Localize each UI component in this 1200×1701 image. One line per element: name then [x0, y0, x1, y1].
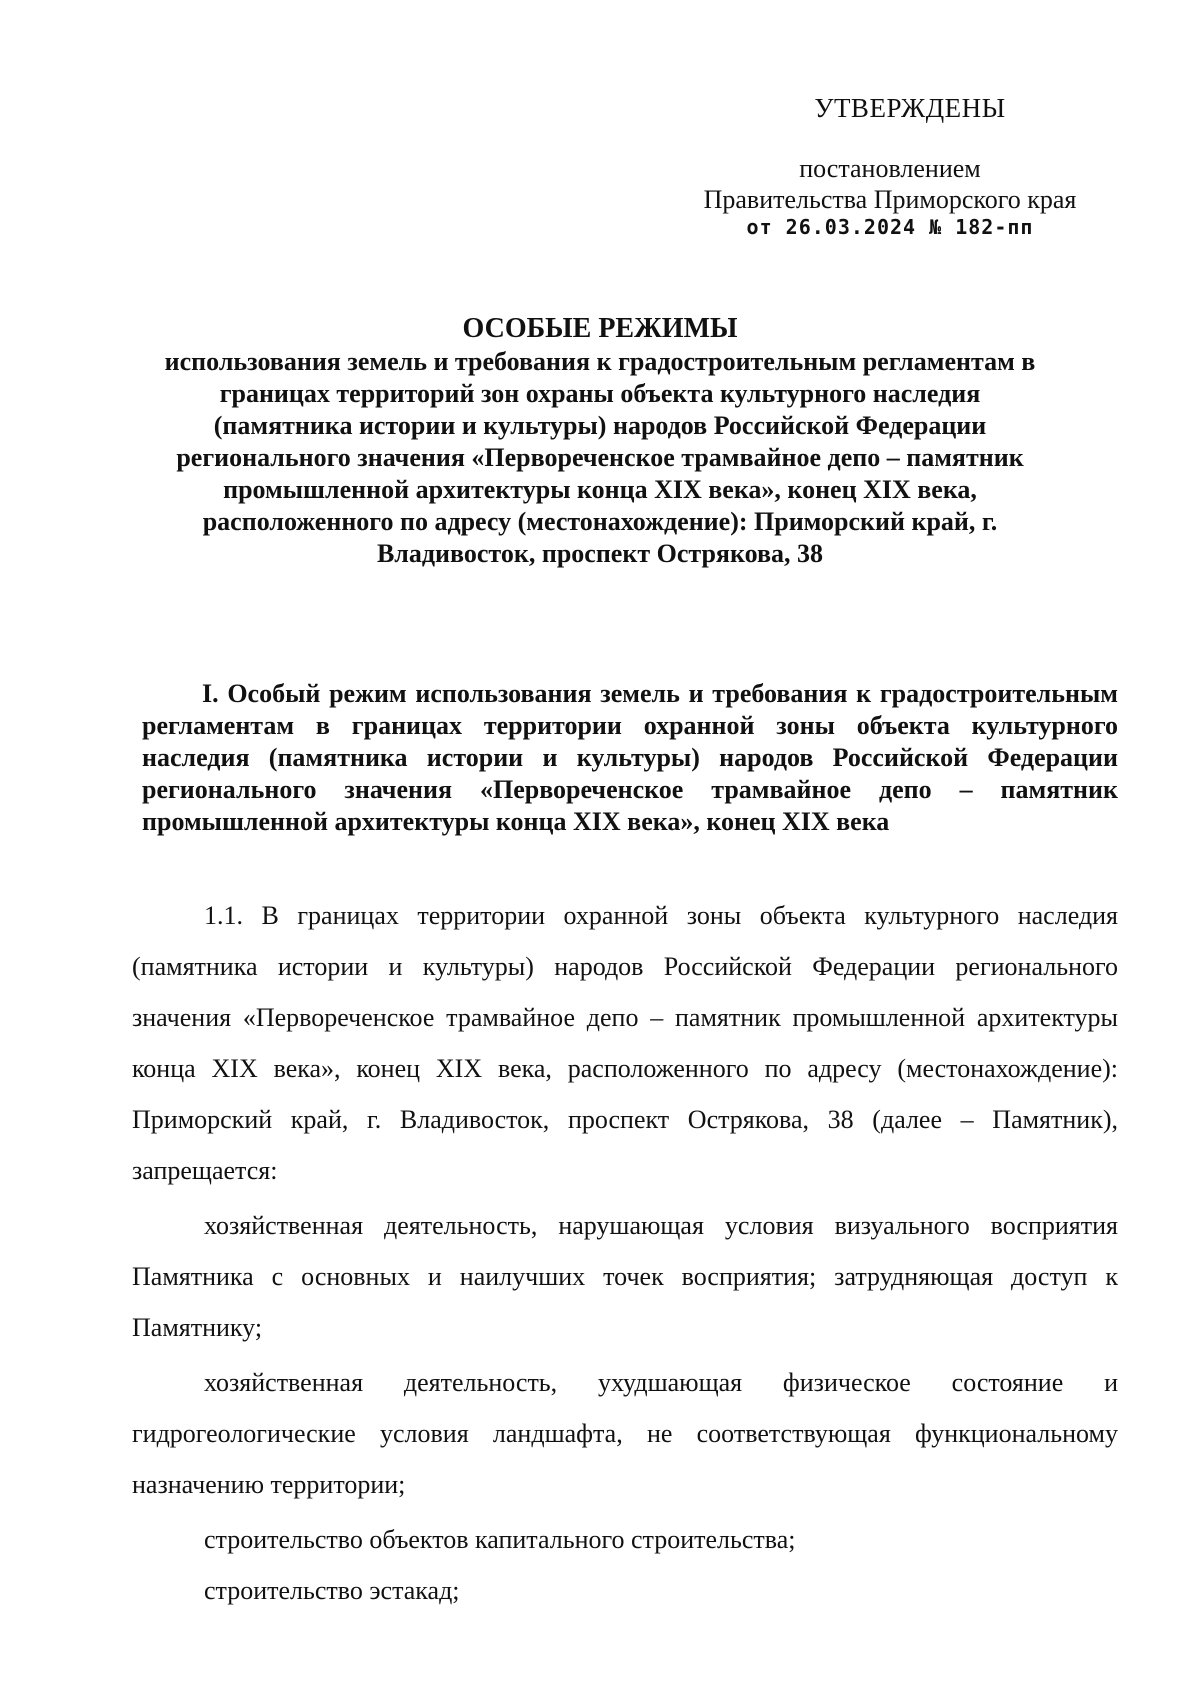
- decree-label: постановлением: [799, 154, 981, 183]
- paragraph-physical-state: хозяйственная деятельность, ухудшающая физическое состояние и гидрогеологические условия ландшафта, не соответствующая функциональному назначению территории;: [132, 1368, 1118, 1499]
- title-main: ОСОБЫЕ РЕЖИМЫ: [462, 313, 738, 344]
- document-title: [150, 312, 1050, 570]
- approval-heading: УТВЕРЖДЕНЫ: [814, 93, 1006, 123]
- paragraph-1-1: 1.1. В границах территории охранной зоны объекта культурного наследия (памятника истории и культуры) народов Российской Федерации регионального значения «Первореченское трамвайное депо – памятник промышленной архитектуры конца XIX века», конец XIX века, расположенного по адресу (местонахождение): Приморский край, г. Владивосток, проспект Острякова, 38 (далее – Памятник), запрещается:: [132, 901, 1118, 1185]
- decree-date-number: от 26.03.2024 № 182-пп: [746, 215, 1034, 239]
- paragraph-overpasses: строительство эстакад;: [204, 1576, 460, 1605]
- title-subtitle: использования земель и требования к градостроительным регламентам в границах территорий зон охраны объекта культурного наследия (памятника истории и культуры) народов Российской Федерации регионального значения «Первореченское трамвайное депо – памятник промышленной архитектуры конца XIX века», конец XIX века, расположенного по адресу (местонахождение): Приморский край, г. Владивосток, проспект Острякова, 38: [164, 347, 1036, 568]
- approval-block: [660, 92, 1120, 238]
- government-name: Правительства Приморского края: [703, 185, 1077, 214]
- paragraph-capital-construction: строительство объектов капитального строительства;: [204, 1525, 796, 1554]
- paragraph-visual-perception: хозяйственная деятельность, нарушающая условия визуального восприятия Памятника с основных и наилучших точек восприятия; затрудняющая доступ к Памятнику;: [132, 1211, 1118, 1342]
- section-body: [132, 890, 1118, 1616]
- section-heading: I. Особый режим использования земель и требования к градостроительным регламентам в границах территории охранной зоны объекта культурного наследия (памятника истории и культуры) народов Российской Федерации регионального значения «Первореченское трамвайное депо – памятник промышленной архитектуры конца XIX века», конец XIX века: [142, 679, 1118, 836]
